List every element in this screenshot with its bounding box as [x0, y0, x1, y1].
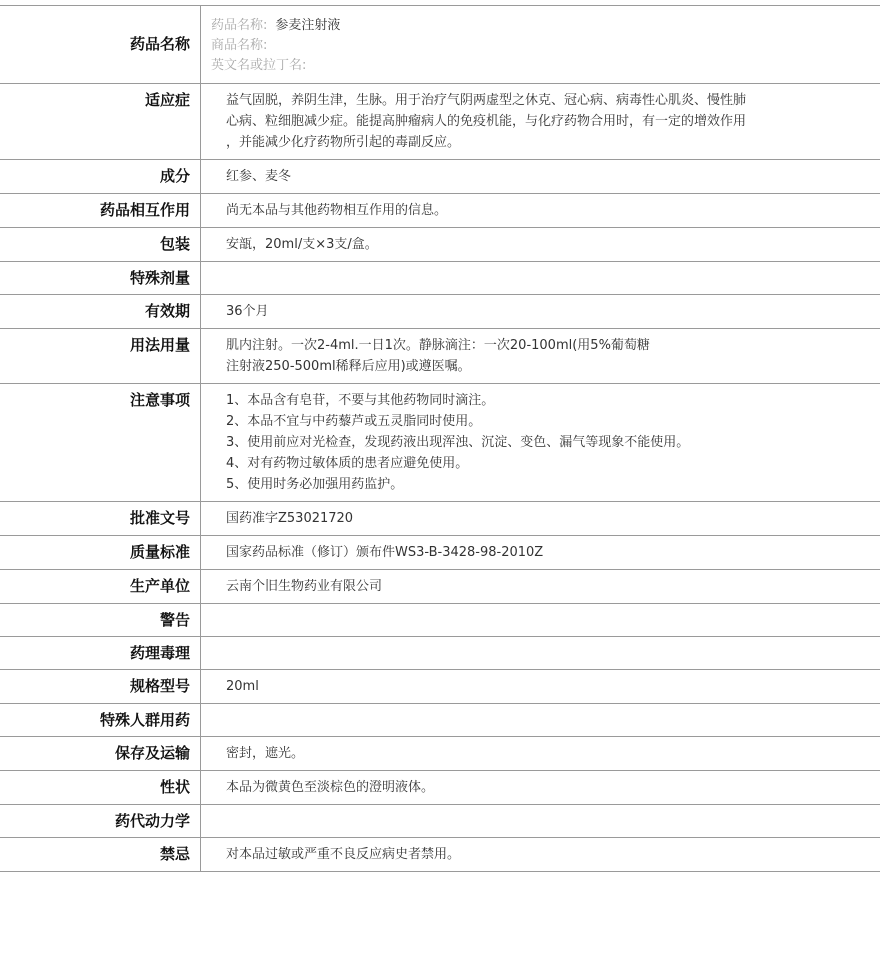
table-row-special-populations	[0, 704, 880, 737]
row-value-line: 4、对有药物过敏体质的患者应避免使用。	[226, 456, 469, 471]
row-value-line: 国家药品标准（修订）颁布件WS3-B-3428-98-2010Z	[226, 545, 544, 560]
row-value-cell	[201, 262, 880, 295]
row-label-cell	[0, 670, 201, 704]
table-row-pharmacokinetics	[0, 805, 880, 838]
row-value-cell	[201, 838, 880, 872]
row-value-cell	[201, 670, 880, 704]
table-row-specification	[0, 670, 880, 704]
row-label: 药品名称	[129, 35, 190, 53]
row-label-cell	[0, 194, 201, 228]
row-label: 生产单位	[129, 577, 190, 595]
row-value-cell	[201, 160, 880, 194]
row-label-cell	[0, 295, 201, 329]
row-label: 特殊人群用药	[99, 711, 190, 729]
row-label: 药理毒理	[129, 644, 190, 662]
row-label: 警告	[159, 611, 190, 629]
row-label-cell	[0, 704, 201, 737]
table-row-ingredients	[0, 160, 880, 194]
row-value-line: 20ml	[226, 679, 259, 694]
row-value-line: 红参、麦冬	[226, 169, 292, 184]
row-value-line: 3、使用前应对光检查，发现药液出现浑浊、沉淀、变色、漏气等现象不能使用。	[226, 435, 690, 450]
row-label-cell	[0, 604, 201, 637]
row-value-line: 5、使用时务必加强用药监护。	[226, 477, 404, 492]
row-value-line: 密封，遮光。	[226, 746, 305, 761]
row-value-cell	[201, 570, 880, 604]
row-value-line: 益气固脱，养阴生津，生脉。用于治疗气阴两虚型之休克、冠心病、病毒性心肌炎、慢性肺	[226, 93, 747, 108]
row-label: 禁忌	[159, 845, 190, 863]
row-label: 包装	[159, 235, 190, 253]
row-value-line: 安瓿，20ml/支×3支/盒。	[226, 237, 378, 252]
row-label-cell	[0, 637, 201, 670]
row-label: 适应症	[144, 91, 190, 109]
row-value-cell	[201, 704, 880, 737]
row-label-cell	[0, 838, 201, 872]
table-row-precautions	[0, 384, 880, 502]
table-row-storage	[0, 737, 880, 771]
row-label: 有效期	[144, 302, 190, 320]
table-row-indications	[0, 84, 880, 160]
row-value-cell	[201, 637, 880, 670]
table-row-pharmacology	[0, 637, 880, 670]
row-label-cell	[0, 771, 201, 805]
row-value-cell	[201, 84, 880, 160]
row-value-line: 2、本品不宜与中药藜芦或五灵脂同时使用。	[226, 414, 482, 429]
row-value-cell	[201, 295, 880, 329]
generic-name-row	[211, 16, 880, 36]
table-row-dosage	[0, 329, 880, 384]
trade-name-row	[211, 36, 880, 56]
row-value-line: 尚无本品与其他药物相互作用的信息。	[226, 203, 448, 218]
row-label-cell	[0, 570, 201, 604]
row-value-cell	[201, 771, 880, 805]
row-label-cell	[0, 160, 201, 194]
row-label: 特殊剂量	[129, 269, 190, 287]
table-row-warning	[0, 604, 880, 637]
table-row-quality-standard	[0, 536, 880, 570]
row-value-line: 对本品过敏或严重不良反应病史者禁用。	[226, 847, 461, 862]
row-label-cell	[0, 6, 201, 84]
drug-spec-table	[0, 5, 880, 872]
row-label-cell	[0, 805, 201, 838]
row-value-cell	[201, 384, 880, 502]
row-value-line: 36个月	[226, 304, 269, 319]
row-value-line: 心病、粒细胞减少症。能提高肿瘤病人的免疫机能，与化疗药物合用时，有一定的增效作用	[226, 114, 747, 129]
table-row-shelf-life	[0, 295, 880, 329]
table-row-approval-number	[0, 502, 880, 536]
table-row-contraindications	[0, 838, 880, 872]
generic-name-key: 药品名称:	[211, 18, 268, 33]
row-label-cell	[0, 84, 201, 160]
row-value-line: 1、本品含有皂苷，不要与其他药物同时滴注。	[226, 393, 495, 408]
row-value-line: 国药准字Z53021720	[226, 511, 354, 526]
table-row-package	[0, 228, 880, 262]
row-label: 质量标准	[129, 543, 190, 561]
row-label-cell	[0, 228, 201, 262]
row-label: 保存及运输	[114, 744, 190, 762]
row-label-cell	[0, 384, 201, 502]
row-label: 批准文号	[129, 509, 190, 527]
english-name-row	[211, 56, 880, 76]
generic-name-value: 参麦注射液	[275, 18, 341, 33]
row-label-cell	[0, 329, 201, 384]
row-value-cell	[201, 604, 880, 637]
english-name-key: 英文名或拉丁名:	[211, 58, 307, 73]
row-value-cell	[201, 737, 880, 771]
row-label-cell	[0, 262, 201, 295]
row-value-line: 本品为微黄色至淡棕色的澄明液体。	[226, 780, 435, 795]
row-label: 药品相互作用	[99, 201, 190, 219]
row-value-cell	[201, 536, 880, 570]
row-label: 用法用量	[129, 336, 190, 354]
table-row-description	[0, 771, 880, 805]
row-label-cell	[0, 536, 201, 570]
row-label-cell	[0, 502, 201, 536]
row-label-cell	[0, 737, 201, 771]
row-label: 成分	[159, 167, 190, 185]
row-label: 规格型号	[129, 677, 190, 695]
row-value-line: 注射液250-500ml稀释后应用)或遵医嘱。	[226, 359, 471, 374]
row-value-cell	[201, 805, 880, 838]
table-row-drug-names	[0, 6, 880, 84]
row-value-line: 云南个旧生物药业有限公司	[226, 579, 383, 594]
trade-name-key: 商品名称:	[211, 38, 268, 53]
row-value-cell	[201, 6, 880, 84]
row-label: 性状	[159, 778, 190, 796]
row-value-line: 肌内注射。一次2-4ml.一日1次。静脉滴注：一次20-100ml(用5%葡萄糖	[226, 338, 650, 353]
row-label: 注意事项	[129, 391, 190, 409]
row-value-cell	[201, 194, 880, 228]
row-value-line: ，并能减少化疗药物所引起的毒副反应。	[226, 135, 461, 150]
table-row-interactions	[0, 194, 880, 228]
row-value-cell	[201, 329, 880, 384]
row-value-cell	[201, 228, 880, 262]
row-value-cell	[201, 502, 880, 536]
row-label: 药代动力学	[114, 812, 190, 830]
table-row-special-dosage	[0, 262, 880, 295]
table-row-manufacturer	[0, 570, 880, 604]
